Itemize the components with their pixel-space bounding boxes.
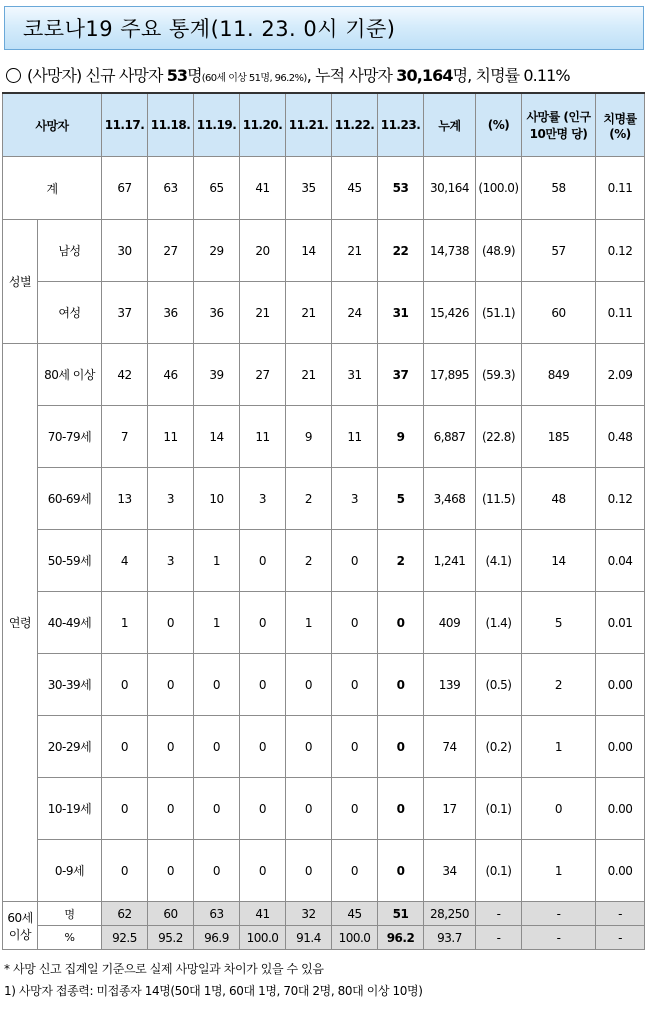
table-cell: 0 — [194, 716, 240, 778]
table-cell: 21 — [240, 282, 286, 344]
table-cell: 1 — [194, 592, 240, 654]
table-cell: 53 — [378, 157, 424, 220]
table-cell: 0 — [332, 592, 378, 654]
table-row — [3, 282, 645, 344]
table-cell: 91.4 — [286, 926, 332, 950]
table-cell: 0 — [148, 654, 194, 716]
table-cell-cumulative: 3,468 — [424, 468, 476, 530]
table-cell-fatality: 0.12 — [596, 220, 645, 282]
table-row — [3, 592, 645, 654]
header-date: 11.19. — [194, 93, 240, 157]
table-cell: 0 — [378, 654, 424, 716]
table-cell: 65 — [194, 157, 240, 220]
table-row — [3, 220, 645, 282]
table-cell-mortality: 849 — [522, 344, 596, 406]
table-cell-percent: (1.4) — [476, 592, 522, 654]
table-cell-fatality: 0.12 — [596, 468, 645, 530]
table-cell: 32 — [286, 902, 332, 926]
table-cell: 24 — [332, 282, 378, 344]
table-cell: 62 — [102, 902, 148, 926]
page-title: 코로나19 주요 통계(11. 23. 0시 기준) — [23, 17, 396, 41]
table-cell: 21 — [286, 282, 332, 344]
table-cell-fatality: 0.11 — [596, 282, 645, 344]
table-cell-cumulative: 409 — [424, 592, 476, 654]
table-cell: 0 — [240, 530, 286, 592]
header-fatality: 치명률 (%) — [596, 93, 645, 157]
title-bar — [4, 6, 644, 50]
table-cell-mortality: 48 — [522, 468, 596, 530]
table-cell: 0 — [102, 778, 148, 840]
header-percent: (%) — [476, 93, 522, 157]
table-cell-percent: (0.1) — [476, 778, 522, 840]
table-cell: 0 — [332, 654, 378, 716]
table-cell: 42 — [102, 344, 148, 406]
subtitle-part1: (사망자) 신규 사망자 — [27, 66, 167, 85]
header-date: 11.22. — [332, 93, 378, 157]
header-date: 11.17. — [102, 93, 148, 157]
row-label: 계 — [3, 157, 102, 220]
table-cell-percent: (0.2) — [476, 716, 522, 778]
table-cell-cumulative: 28,250 — [424, 902, 476, 926]
table-cell: 0 — [286, 840, 332, 902]
table-cell: 45 — [332, 902, 378, 926]
table-cell: 0 — [286, 778, 332, 840]
table-cell: 35 — [286, 157, 332, 220]
table-cell: 36 — [194, 282, 240, 344]
table-cell-mortality: 60 — [522, 282, 596, 344]
table-cell: 100.0 — [240, 926, 286, 950]
table-cell: 11 — [240, 406, 286, 468]
table-cell: 0 — [332, 778, 378, 840]
table-cell: 0 — [378, 592, 424, 654]
table-cell: 0 — [240, 654, 286, 716]
table-cell-cumulative: 14,738 — [424, 220, 476, 282]
table-cell: 96.9 — [194, 926, 240, 950]
table-cell: 0 — [102, 654, 148, 716]
table-cell-fatality: 0.11 — [596, 157, 645, 220]
table-cell-fatality: 0.48 — [596, 406, 645, 468]
group-label-over60: 60세 이상 — [3, 902, 38, 950]
new-deaths: 53 — [166, 66, 188, 85]
row-unit: % — [38, 926, 102, 950]
table-cell: 11 — [148, 406, 194, 468]
table-cell: 14 — [286, 220, 332, 282]
table-cell-cumulative: 93.7 — [424, 926, 476, 950]
table-cell: 2 — [286, 468, 332, 530]
table-cell: 9 — [378, 406, 424, 468]
table-cell: 0 — [148, 778, 194, 840]
table-cell-mortality: 14 — [522, 530, 596, 592]
table-cell-mortality: - — [522, 902, 596, 926]
table-cell-cumulative: 1,241 — [424, 530, 476, 592]
table-row — [3, 654, 645, 716]
table-cell: 9 — [286, 406, 332, 468]
table-cell: 0 — [332, 530, 378, 592]
table-cell: 0 — [194, 840, 240, 902]
table-cell: 3 — [148, 530, 194, 592]
footnotes — [4, 958, 423, 1002]
circle-bullet-icon — [6, 68, 21, 83]
subtitle — [6, 63, 651, 89]
table-cell-percent: (0.1) — [476, 840, 522, 902]
table-cell: 4 — [102, 530, 148, 592]
table-cell: 0 — [194, 778, 240, 840]
table-cell: 37 — [102, 282, 148, 344]
table-row — [3, 344, 645, 406]
death-stats-table — [2, 92, 645, 950]
table-cell: 96.2 — [378, 926, 424, 950]
table-row — [3, 157, 645, 220]
header-date: 11.23. — [378, 93, 424, 157]
table-cell: 0 — [332, 840, 378, 902]
header-category: 사망자 — [3, 93, 102, 157]
table-cell: 0 — [240, 592, 286, 654]
table-cell: 0 — [378, 716, 424, 778]
table-row-over60 — [3, 902, 645, 926]
table-cell: 92.5 — [102, 926, 148, 950]
table-cell: 0 — [240, 840, 286, 902]
table-cell: 46 — [148, 344, 194, 406]
table-row — [3, 716, 645, 778]
table-cell: 1 — [102, 592, 148, 654]
table-row-over60 — [3, 926, 645, 950]
table-cell-cumulative: 17 — [424, 778, 476, 840]
table-cell-percent: (4.1) — [476, 530, 522, 592]
table-cell: 31 — [378, 282, 424, 344]
table-row — [3, 530, 645, 592]
header-date: 11.21. — [286, 93, 332, 157]
table-cell: 27 — [148, 220, 194, 282]
table-row — [3, 406, 645, 468]
table-cell-cumulative: 74 — [424, 716, 476, 778]
table-cell: 0 — [148, 840, 194, 902]
table-cell: 39 — [194, 344, 240, 406]
table-cell: 3 — [240, 468, 286, 530]
table-cell: 7 — [102, 406, 148, 468]
table-cell: 0 — [148, 592, 194, 654]
table-cell: 0 — [332, 716, 378, 778]
row-label: 30-39세 — [38, 654, 102, 716]
table-cell: 30 — [102, 220, 148, 282]
table-cell: 11 — [332, 406, 378, 468]
table-cell: 13 — [102, 468, 148, 530]
table-cell-percent: (0.5) — [476, 654, 522, 716]
group-label-age: 연령 — [3, 344, 38, 902]
row-label: 60-69세 — [38, 468, 102, 530]
table-cell: 37 — [378, 344, 424, 406]
table-cell: 5 — [378, 468, 424, 530]
cumulative-deaths: 30,164 — [396, 66, 453, 85]
table-cell: 20 — [240, 220, 286, 282]
table-cell: 0 — [148, 716, 194, 778]
table-cell: 41 — [240, 902, 286, 926]
row-label: 50-59세 — [38, 530, 102, 592]
table-cell-percent: (11.5) — [476, 468, 522, 530]
table-cell: 95.2 — [148, 926, 194, 950]
row-label: 70-79세 — [38, 406, 102, 468]
table-cell-mortality: 1 — [522, 840, 596, 902]
table-cell-mortality: - — [522, 926, 596, 950]
table-cell: 1 — [194, 530, 240, 592]
table-cell-fatality: 0.00 — [596, 778, 645, 840]
subtitle-unit: 명 — [187, 66, 202, 85]
table-cell: 63 — [194, 902, 240, 926]
table-cell: 0 — [102, 716, 148, 778]
table-cell-mortality: 5 — [522, 592, 596, 654]
table-cell: 31 — [332, 344, 378, 406]
table-cell: 0 — [378, 778, 424, 840]
table-cell-fatality: 0.04 — [596, 530, 645, 592]
table-cell-fatality: 0.01 — [596, 592, 645, 654]
table-cell-fatality: 2.09 — [596, 344, 645, 406]
table-cell: 0 — [286, 654, 332, 716]
table-cell: 63 — [148, 157, 194, 220]
table-cell-percent: (48.9) — [476, 220, 522, 282]
table-row — [3, 468, 645, 530]
row-label: 남성 — [38, 220, 102, 282]
table-cell-fatality: - — [596, 902, 645, 926]
table-cell: 0 — [240, 716, 286, 778]
header-row — [3, 93, 645, 157]
table-cell: 67 — [102, 157, 148, 220]
table-cell-mortality: 58 — [522, 157, 596, 220]
table-cell-cumulative: 30,164 — [424, 157, 476, 220]
table-body — [3, 157, 645, 950]
table-cell: 22 — [378, 220, 424, 282]
table-cell-fatality: 0.00 — [596, 840, 645, 902]
table-cell-percent: - — [476, 902, 522, 926]
table-cell-cumulative: 17,895 — [424, 344, 476, 406]
row-label: 20-29세 — [38, 716, 102, 778]
table-cell: 51 — [378, 902, 424, 926]
subtitle-unit2: 명, 치명률 0.11% — [452, 66, 570, 85]
header-mortality: 사망률 (인구10만명 당) — [522, 93, 596, 157]
row-label: 40-49세 — [38, 592, 102, 654]
table-cell-cumulative: 6,887 — [424, 406, 476, 468]
group-label-sex: 성별 — [3, 220, 38, 344]
table-cell-cumulative: 15,426 — [424, 282, 476, 344]
table-cell: 100.0 — [332, 926, 378, 950]
row-label: 80세 이상 — [38, 344, 102, 406]
row-label: 여성 — [38, 282, 102, 344]
table-cell: 14 — [194, 406, 240, 468]
table-cell: 2 — [378, 530, 424, 592]
table-cell-percent: (100.0) — [476, 157, 522, 220]
table-cell-percent: (51.1) — [476, 282, 522, 344]
table-cell-percent: (22.8) — [476, 406, 522, 468]
table-cell: 21 — [332, 220, 378, 282]
table-cell-percent: - — [476, 926, 522, 950]
subtitle-part2: , 누적 사망자 — [306, 66, 397, 85]
table-cell: 41 — [240, 157, 286, 220]
row-label: 10-19세 — [38, 778, 102, 840]
table-cell-percent: (59.3) — [476, 344, 522, 406]
table-cell: 45 — [332, 157, 378, 220]
table-cell: 36 — [148, 282, 194, 344]
row-label: 0-9세 — [38, 840, 102, 902]
table-cell: 10 — [194, 468, 240, 530]
table-cell: 3 — [148, 468, 194, 530]
table-cell: 27 — [240, 344, 286, 406]
table-cell-cumulative: 139 — [424, 654, 476, 716]
table-cell-mortality: 185 — [522, 406, 596, 468]
footnote: * 사망 신고 집계일 기준으로 실제 사망일과 차이가 있을 수 있음 — [4, 962, 324, 976]
table-cell: 0 — [378, 840, 424, 902]
row-unit: 명 — [38, 902, 102, 926]
table-cell-fatality: 0.00 — [596, 654, 645, 716]
table-cell: 21 — [286, 344, 332, 406]
header-cumulative: 누계 — [424, 93, 476, 157]
table-cell: 2 — [286, 530, 332, 592]
table-row — [3, 840, 645, 902]
table-cell: 0 — [286, 716, 332, 778]
header-date: 11.18. — [148, 93, 194, 157]
table-cell: 3 — [332, 468, 378, 530]
table-cell: 29 — [194, 220, 240, 282]
footnote: 1) 사망자 접종력: 미접종자 14명(50대 1명, 60대 1명, 70대 2명, 80대 이상 10명) — [4, 984, 423, 998]
subtitle-detail: (60세 이상 51명, 96.2%) — [201, 73, 307, 84]
table-row — [3, 778, 645, 840]
table-cell: 0 — [194, 654, 240, 716]
table-cell-mortality: 0 — [522, 778, 596, 840]
table-cell: 0 — [102, 840, 148, 902]
table-cell-mortality: 2 — [522, 654, 596, 716]
table-cell: 1 — [286, 592, 332, 654]
table-cell-mortality: 57 — [522, 220, 596, 282]
table-cell-fatality: - — [596, 926, 645, 950]
table-cell: 60 — [148, 902, 194, 926]
table-cell-fatality: 0.00 — [596, 716, 645, 778]
table-cell-cumulative: 34 — [424, 840, 476, 902]
table-cell-mortality: 1 — [522, 716, 596, 778]
table-cell: 0 — [240, 778, 286, 840]
header-date: 11.20. — [240, 93, 286, 157]
